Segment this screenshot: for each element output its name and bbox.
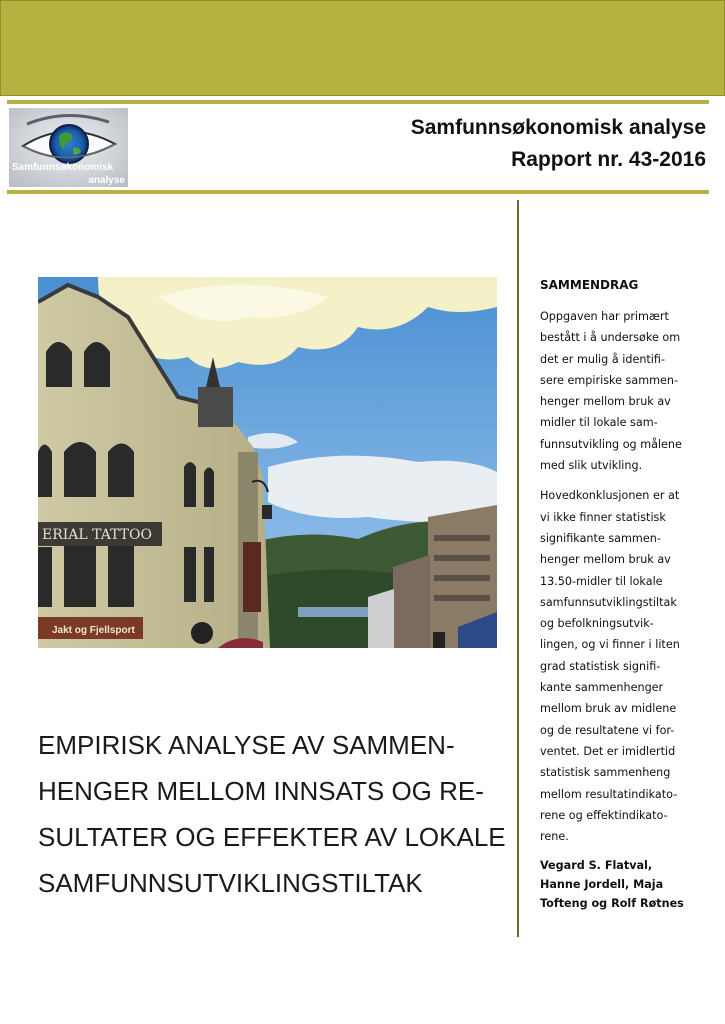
summary-line: Oppgaven har primært bbox=[540, 310, 669, 323]
summary-line: sere empiriske sammen- bbox=[540, 373, 679, 387]
summary-line: ventet. Det er imidlertid bbox=[540, 744, 676, 758]
summary-line: grad statistisk signifi- bbox=[540, 659, 661, 673]
logo-text-line1: Samfunnsøkonomisk bbox=[12, 162, 114, 173]
summary-line: midler til lokale sam- bbox=[540, 416, 658, 430]
logo-text-line2: analyse bbox=[88, 175, 125, 186]
summary-line: lingen, og vi finner i liten bbox=[540, 638, 680, 652]
title-line: EMPIRISK ANALYSE AV SAMMEN- bbox=[38, 730, 455, 760]
author-line: Tofteng og Rolf Røtnes bbox=[540, 897, 684, 911]
summary-line: 13.50-midler til lokale bbox=[540, 574, 663, 588]
summary-line: mellom resultatindikato- bbox=[540, 787, 678, 801]
header-rule-bottom bbox=[7, 190, 709, 194]
report-number: Rapport nr. 43-2016 bbox=[511, 148, 706, 171]
summary-line: bestått i å undersøke om bbox=[540, 331, 681, 345]
document-title bbox=[38, 722, 508, 906]
summary-line: vi ikke finner statistisk bbox=[540, 510, 666, 524]
series-title: Samfunnsøkonomisk analyse bbox=[410, 116, 706, 139]
summary-line: og de resultatene vi for- bbox=[540, 723, 675, 737]
summary-line: statistisk sammenheng bbox=[540, 766, 671, 780]
summary-line: signifikante sammen- bbox=[540, 531, 661, 545]
column-divider bbox=[517, 200, 519, 937]
summary-line: samfunnsutviklingstiltak bbox=[540, 595, 677, 609]
summary-line: mellom bruk av midlene bbox=[540, 702, 677, 716]
summary-line: henger mellom bruk av bbox=[540, 395, 671, 409]
summary-line: kante sammenhenger bbox=[540, 681, 664, 695]
summary-line: henger mellom bruk av bbox=[540, 553, 671, 567]
summary-line: funnsutvikling og målene bbox=[540, 437, 682, 451]
logo bbox=[9, 108, 128, 187]
summary-sidebar bbox=[540, 278, 690, 913]
summary-paragraph-2 bbox=[540, 485, 690, 847]
summary-heading: SAMMENDRAG bbox=[540, 278, 639, 292]
summary-line: og befolkningsutvik- bbox=[540, 617, 654, 631]
tattoo-sign: ERIAL TATTOO bbox=[42, 527, 152, 543]
summary-line: rene. bbox=[540, 830, 569, 844]
summary-paragraph-1 bbox=[540, 306, 690, 476]
authors bbox=[540, 856, 690, 913]
author-line: Hanne Jordell, Maja bbox=[540, 878, 664, 892]
summary-line: med slik utvikling. bbox=[540, 459, 643, 473]
cover-photo bbox=[38, 277, 497, 648]
summary-line: Hovedkonklusjonen er at bbox=[540, 489, 680, 503]
title-line: SAMFUNNSUTVIKLINGSTILTAK bbox=[38, 868, 423, 898]
title-line: SULTATER OG EFFEKTER AV LOKALE bbox=[38, 822, 506, 852]
top-banner bbox=[0, 0, 725, 96]
header-rule-top bbox=[7, 100, 709, 104]
summary-line: det er mulig å identifi- bbox=[540, 352, 666, 366]
author-line: Vegard S. Flatval, bbox=[540, 859, 653, 873]
summary-line: rene og effektindikato- bbox=[540, 808, 668, 822]
title-line: HENGER MELLOM INNSATS OG RE- bbox=[38, 776, 484, 806]
shop-sign: Jakt og Fjellsport bbox=[52, 625, 135, 636]
